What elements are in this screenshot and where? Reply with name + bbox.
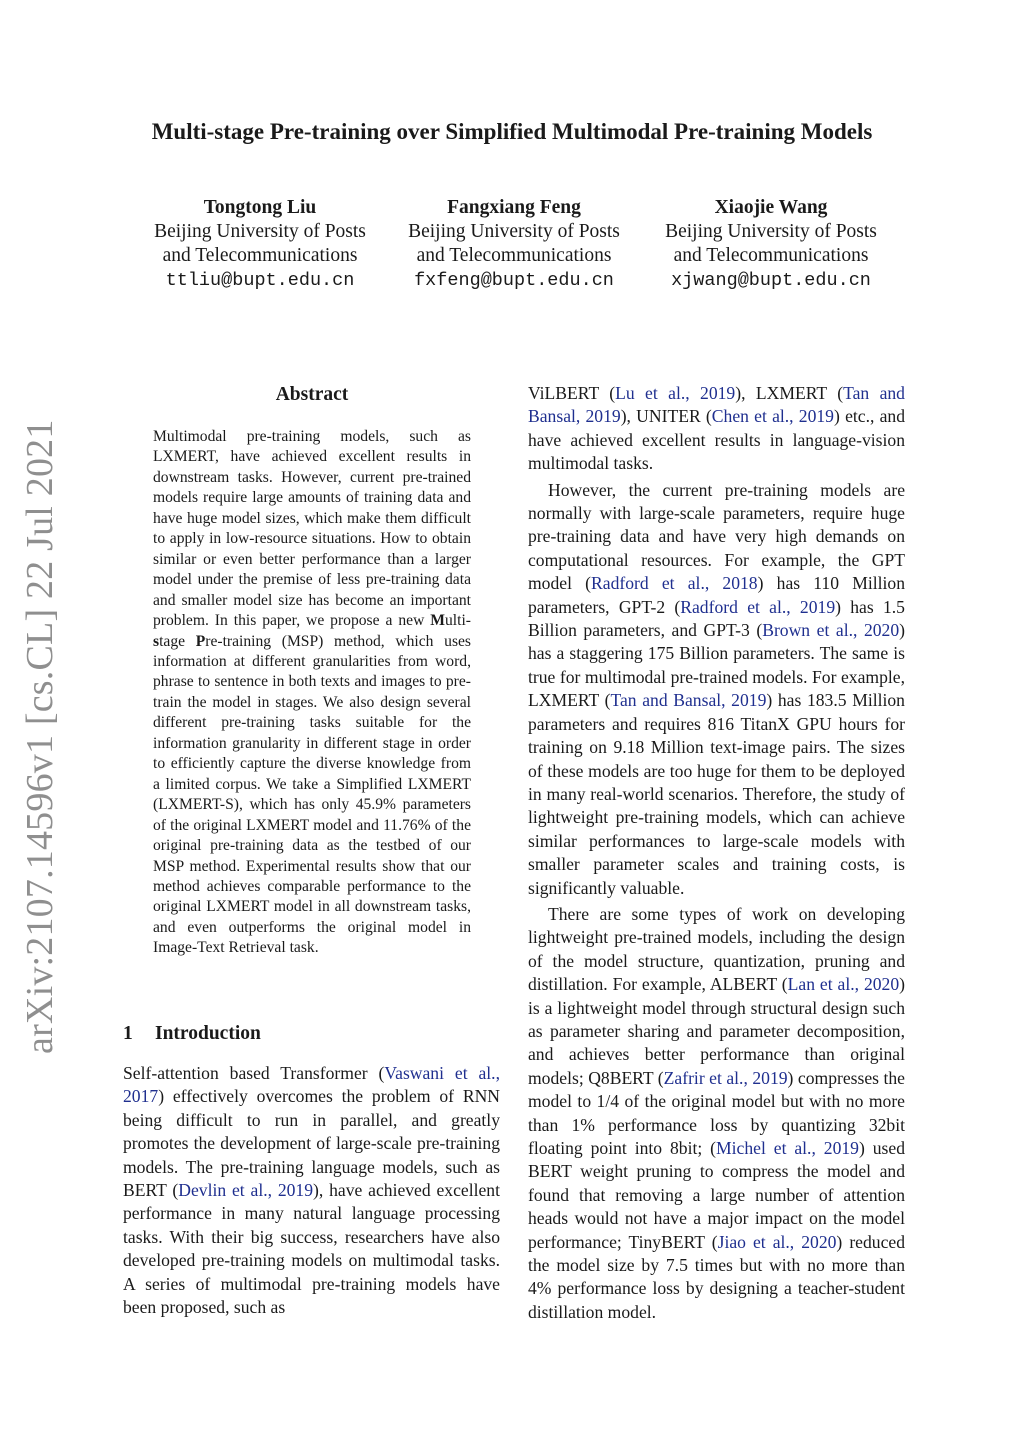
- author-affiliation: and Telecommunications: [162, 245, 358, 266]
- author-affiliation: and Telecommunications: [673, 245, 869, 266]
- author-name: Xiaojie Wang: [714, 197, 828, 218]
- paper-title: Multi-stage Pre-training over Simplified Multimodal Pre-training Models: [151, 119, 873, 144]
- introduction-paragraph: Self-attention based Transformer (Vaswani et al., 2017) effectively overcomes the problem of RNN being difficult to run in parallel, and greatly promotes the development of large-scale pre-training models. The pre-training language models, such as BERT (Devlin et al., 2019), have achieved excellent performance in many natural language processing tasks. With their big success, researchers have also developed pre-training models on multimodal tasks. A series of multimodal pre-training models have been proposed, such as: [123, 1063, 500, 1318]
- author-block-2: [389, 196, 639, 293]
- author-email: xjwang@bupt.edu.cn: [671, 270, 871, 291]
- author-email: ttliu@bupt.edu.cn: [165, 270, 355, 291]
- arxiv-identifier-stamp: arXiv:2107.14596v1 [cs.CL] 22 Jul 2021: [19, 419, 61, 1054]
- citation-link[interactable]: Radford et al., 2018: [591, 573, 758, 594]
- citation-link[interactable]: Lan et al., 2020: [787, 974, 900, 995]
- citation-link[interactable]: Jiao et al., 2020: [717, 1231, 837, 1252]
- citation-link[interactable]: Brown et al., 2020: [762, 620, 900, 641]
- citation-link[interactable]: Chen et al., 2019: [711, 406, 834, 427]
- author-name: Fangxiang Feng: [447, 197, 581, 218]
- author-affiliation: Beijing University of Posts: [408, 221, 620, 242]
- author-affiliation: Beijing University of Posts: [154, 221, 366, 242]
- citation-link[interactable]: Vaswani et al., 2017: [123, 1063, 500, 1107]
- citation-link[interactable]: Tan and Bansal, 2019: [610, 690, 767, 711]
- citation-link[interactable]: Michel et al., 2019: [716, 1138, 859, 1158]
- author-affiliation: and Telecommunications: [416, 245, 612, 266]
- body-paragraph: However, the current pre-training models are normally with large-scale parameters, require huge pre-training data and have very high demands on computational resources. For example, the GPT model (Radford et al., 2018) has 110 Million parameters, GPT-2 (Radford et al., 2019) has 1.5 Billion parameters, and GPT-3 (Brown et al., 2020) has a staggering 175 Billion parameters. The same is true for multimodal pre-trained models. For example, LXMERT (Tan and Bansal, 2019) has 183.5 Million parameters and requires 816 TitanX GPU hours for training on 9.18 Million text-image pairs. The sizes of these models are too huge for them to be deployed in many real-world scenarios. Therefore, the study of lightweight pre-training models, which can achieve similar performances to large-scale models with smaller parameter scales and training costs, is significantly valuable.: [528, 479, 905, 898]
- citation-link[interactable]: Zafrir et al., 2019: [663, 1067, 788, 1088]
- section-heading-introduction: 1 Introduction: [123, 1023, 261, 1044]
- citation-link[interactable]: Devlin et al., 2019: [178, 1180, 314, 1201]
- author-affiliation: Beijing University of Posts: [665, 221, 877, 242]
- abstract-body: Multimodal pre-training models, such as LXMERT, have achieved excellent results in downstream tasks. However, current pre-trained models require large amounts of training data and have huge model sizes, which make them difficult to apply in low-resource situations. How to obtain similar or even better performance than a larger model under the premise of less pre-training data and smaller model size has become an important problem. In this paper, we propose a new Multi-stage Pre-training (MSP) method, which uses information at different granularities from word, phrase to sentence in both texts and images to pre-train the model in stages. We also design several different pre-training tasks suitable for the information granularity in different stage in order to efficiently capture the diverse knowledge from a limited corpus. We take a Simplified LXMERT (LXMERT-S), which has only 45.9% parameters of the original LXMERT model and 11.76% of the original pre-training data as the testbed of our MSP method. Experimental results show that our method achieves comparable performance to the original LXMERT model in all downstream tasks, and even outperforms the original model in Image-Text Retrieval task.: [153, 428, 472, 957]
- body-paragraph: ViLBERT (Lu et al., 2019), LXMERT (Tan and Bansal, 2019), UNITER (Chen et al., 2019) etc., and have achieved excellent results in language-vision multimodal tasks.: [528, 383, 905, 474]
- author-block-1: [135, 196, 385, 293]
- citation-link[interactable]: Radford et al., 2019: [680, 596, 836, 617]
- author-block-3: [646, 196, 896, 293]
- abstract-heading: Abstract: [275, 384, 349, 405]
- citation-link[interactable]: Lu et al., 2019: [615, 383, 736, 403]
- author-name: Tongtong Liu: [203, 197, 317, 218]
- right-column: [528, 382, 905, 1327]
- citation-link[interactable]: Tan and Bansal, 2019: [528, 383, 905, 427]
- body-paragraph: There are some types of work on developing lightweight pre-trained models, including the design of the model structure, quantization, pruning and distillation. For example, ALBERT (Lan et al., 2020) is a lightweight model through structural design such as parameter sharing and parameter decomposition, and achieves better performance than original models; Q8BERT (Zafrir et al., 2019) compresses the model to 1/4 of the original model but with no more than 1% performance loss by quantizing 32bit floating point into 8bit; (Michel et al., 2019) used BERT weight pruning to compress the model and found that removing a large number of attention heads would not have a major impact on the model performance; TinyBERT (Jiao et al., 2020) reduced the model size by 7.5 times but with no more than 4% performance loss by designing a teacher-student distillation model.: [528, 903, 905, 1322]
- author-email: fxfeng@bupt.edu.cn: [414, 270, 614, 291]
